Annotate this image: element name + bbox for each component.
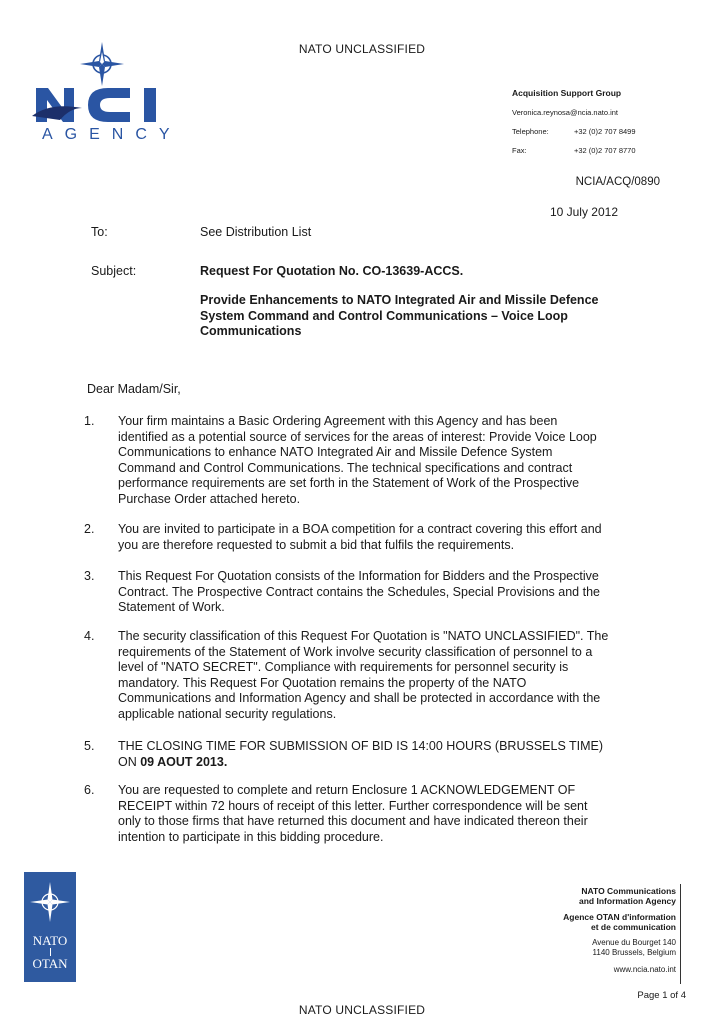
nci-agency-logo — [30, 38, 190, 150]
paragraph-number: 4. — [84, 629, 95, 643]
nato-label: NATO — [32, 933, 68, 948]
paragraph-1: Your firm maintains a Basic Ordering Agreement with this Agency and has been identified as a potential source of services for the areas of interest: Provide Voice Loop Communications to enhance NATO Integrated Air and Missile Defence System Command and Control Communications. The technical specifications and contract performance requirements are set forth in the Statement of Work of the Prospective Purchase Order attached hereto. — [118, 414, 597, 506]
classification-footer: NATO UNCLASSIFIED — [298, 1003, 426, 1017]
paragraph-6: You are requested to complete and return Enclosure 1 ACKNOWLEDGEMENT OF RECEIPT within 72 hours of receipt of this letter. Further correspondence will be sent only to those firms that have returned this document and have indicated thereon their intention to participate in this bidding procedure. — [118, 783, 588, 844]
paragraph-5 — [118, 739, 610, 770]
classification-header: NATO UNCLASSIFIED — [298, 42, 426, 56]
address-line-2: 1140 Brussels, Belgium — [592, 948, 676, 957]
footer-address-block — [470, 886, 676, 981]
agency-name-en-line-1: NATO Communications — [581, 886, 676, 896]
agency-website[interactable]: www.ncia.nato.int — [613, 965, 676, 974]
paragraph-number: 6. — [84, 783, 95, 797]
paragraph-number: 5. — [84, 739, 95, 753]
footer-divider — [680, 884, 681, 984]
logo-subtitle: AGENCY — [42, 126, 182, 143]
nato-star-icon — [24, 872, 76, 934]
salutation: Dear Madam/Sir, — [87, 382, 181, 396]
agency-name-en-line-2: and Information Agency — [579, 896, 676, 906]
to-label: To: — [91, 225, 108, 239]
letter-date: 10 July 2012 — [549, 205, 618, 219]
subject-label: Subject: — [91, 264, 137, 278]
paragraph-5-text: THE CLOSING TIME FOR SUBMISSION OF BID IS 14:00 HOURS (BRUSSELS TIME) ON — [118, 739, 604, 769]
agency-name-fr-line-2: et de communication — [590, 922, 676, 932]
fax-label: Fax: — [512, 146, 527, 155]
page-number: Page 1 of 4 — [637, 990, 686, 1001]
contact-block — [512, 84, 712, 160]
agency-name-en — [470, 886, 676, 906]
closing-date: 09 AOUT 2013. — [140, 754, 228, 769]
reference-number: NCIA/ACQ/0890 — [575, 176, 660, 188]
contact-telephone-row — [512, 122, 712, 141]
address-line-1: Avenue du Bourget 140 — [592, 938, 676, 947]
contact-fax-row — [512, 141, 712, 160]
nato-otan-emblem — [24, 872, 76, 982]
telephone-value: +32 (0)2 707 8499 — [574, 127, 636, 136]
contact-email[interactable]: Veronica.reynosa@ncia.nato.int — [512, 108, 619, 117]
compass-star-icon — [80, 42, 124, 86]
otan-label: OTAN — [32, 956, 68, 971]
paragraph-2: You are invited to participate in a BOA competition for a contract covering this effort and you are therefore requested to submit a bid that fulfils the requirements. — [118, 522, 602, 552]
contact-group: Acquisition Support Group — [512, 88, 622, 98]
paragraph-4: The security classification of this Request For Quotation is "NATO UNCLASSIFIED". The requirements of the Statement of Work involve security classification of personnel to a level of "NATO SECRET". Compliance with requirements for personnel security is mandatory. This Request For Quotation remains the property of the NATO Communications and Information Agency and shall be protected in accordance with the applicable national security regulations. — [118, 629, 609, 721]
paragraph-number: 3. — [84, 569, 95, 583]
to-value: See Distribution List — [200, 225, 312, 239]
agency-name-fr-line-1: Agence OTAN d'information — [563, 912, 676, 922]
agency-name-fr — [470, 912, 676, 932]
telephone-label: Telephone: — [512, 127, 549, 136]
paragraph-3: This Request For Quotation consists of the Information for Bidders and the Prospective Contract. The Prospective Contract contains the Schedules, Special Provisions and the Statement of Work. — [118, 569, 600, 614]
paragraph-number: 1. — [84, 414, 95, 428]
subject-title: Request For Quotation No. CO-13639-ACCS. — [200, 264, 464, 278]
emblem-divider — [50, 948, 51, 956]
paragraph-number: 2. — [84, 522, 95, 536]
fax-value: +32 (0)2 707 8770 — [574, 146, 636, 155]
subject-description: Provide Enhancements to NATO Integrated Air and Missile Defence System Command and Control Communications – Voice Loop Communications — [200, 293, 599, 338]
agency-address — [470, 938, 676, 958]
